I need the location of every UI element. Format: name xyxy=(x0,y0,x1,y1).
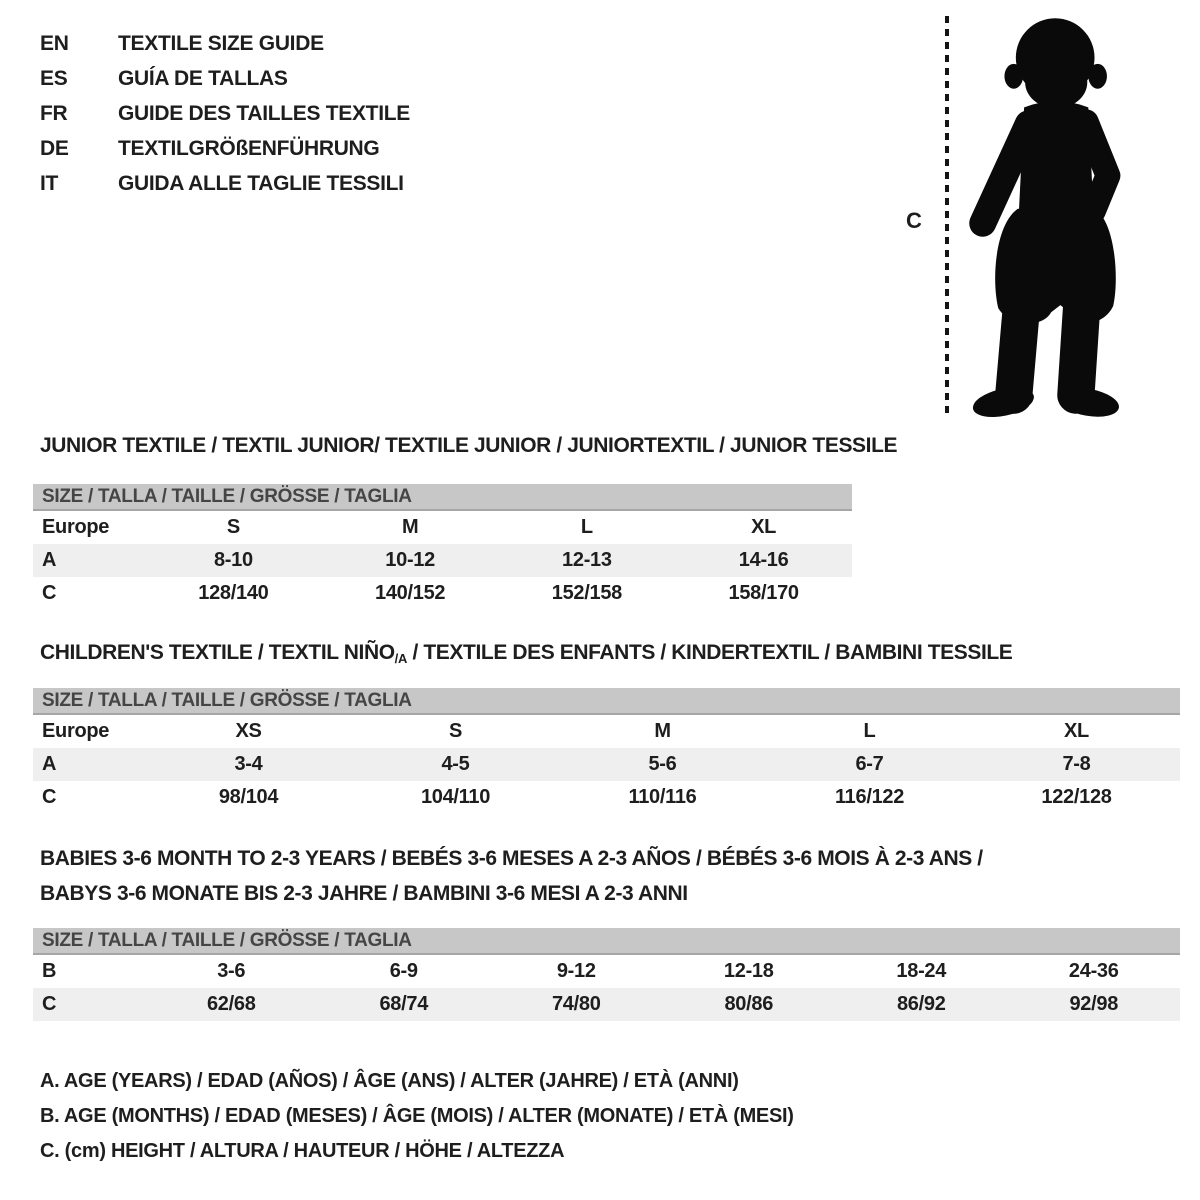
height-measure-dotted-line xyxy=(945,16,949,418)
table-row-height-cm xyxy=(33,988,1180,1021)
age-cell: 6-7 xyxy=(855,753,884,775)
table-row-age-months xyxy=(33,955,1180,988)
row-label: C xyxy=(42,582,57,604)
row-label: B xyxy=(42,960,57,982)
children-title-suffix: / TEXTILE DES ENFANTS / KINDERTEXTIL / BAMBINI TESSILE xyxy=(407,641,1013,664)
age-cell: 3-6 xyxy=(217,960,246,982)
language-code: ES xyxy=(40,66,68,90)
children-title-subscript: /A xyxy=(394,651,408,666)
children-size-table xyxy=(33,688,1180,814)
language-code: EN xyxy=(40,31,69,55)
height-cell: 110/116 xyxy=(628,786,697,808)
height-cell: 68/74 xyxy=(379,993,429,1015)
toddler-silhouette-icon xyxy=(962,12,1138,418)
junior-size-table xyxy=(33,484,852,610)
table-row-height-cm xyxy=(33,781,1180,814)
table-row-age-years xyxy=(33,748,1180,781)
size-cell: L xyxy=(580,516,593,538)
height-cell: 122/128 xyxy=(1041,786,1112,808)
language-code: FR xyxy=(40,101,68,125)
footnote-c-height-cm: C. (cm) HEIGHT / ALTURA / HAUTEUR / HÖHE / ALTEZZA xyxy=(40,1140,565,1162)
table-row-europe xyxy=(33,715,1180,748)
language-code: IT xyxy=(40,171,59,195)
size-cell: S xyxy=(448,720,463,742)
size-cell: XL xyxy=(751,516,777,538)
guide-title-es: GUÍA DE TALLAS xyxy=(118,66,288,90)
row-label: Europe xyxy=(42,720,110,742)
babies-title-line2: BABYS 3-6 MONATE BIS 2-3 JAHRE / BAMBINI 3-6 MESI A 2-3 ANNI xyxy=(40,882,688,905)
size-cell: XS xyxy=(235,720,262,742)
children-section-title xyxy=(40,641,1012,666)
row-label: Europe xyxy=(42,516,110,538)
age-cell: 14-16 xyxy=(738,549,789,571)
age-cell: 24-36 xyxy=(1068,960,1119,982)
age-cell: 8-10 xyxy=(213,549,253,571)
size-cell: L xyxy=(863,720,876,742)
height-cell: 128/140 xyxy=(198,582,269,604)
size-cell: M xyxy=(654,720,671,742)
table-row-age-years xyxy=(33,544,852,577)
babies-table-header: SIZE / TALLA / TAILLE / GRÖSSE / TAGLIA xyxy=(33,928,1180,955)
age-cell: 7-8 xyxy=(1062,753,1091,775)
guide-title-en: TEXTILE SIZE GUIDE xyxy=(118,31,324,55)
height-cell: 92/98 xyxy=(1069,993,1119,1015)
footnote-b-age-months: B. AGE (MONTHS) / EDAD (MESES) / ÂGE (MOIS) / ALTER (MONATE) / ETÀ (MESI) xyxy=(40,1105,794,1127)
size-cell: XL xyxy=(1064,720,1089,742)
height-cell: 86/92 xyxy=(896,993,946,1015)
table-row-height-cm xyxy=(33,577,852,610)
height-cell: 116/122 xyxy=(834,786,905,808)
language-row-es xyxy=(40,61,410,96)
age-cell: 4-5 xyxy=(441,753,470,775)
age-cell: 9-12 xyxy=(556,960,596,982)
babies-title-line1: BABIES 3-6 MONTH TO 2-3 YEARS / BEBÉS 3-6 MESES A 2-3 AÑOS / BÉBÉS 3-6 MOIS À 2-3 ANS / xyxy=(40,847,983,870)
guide-title-fr: GUIDE DES TAILLES TEXTILE xyxy=(118,101,410,125)
height-cell: 104/110 xyxy=(420,786,491,808)
height-cell: 74/80 xyxy=(551,993,601,1015)
table-row-europe xyxy=(33,511,852,544)
children-title-prefix: CHILDREN'S TEXTILE / TEXTIL NIÑO xyxy=(40,641,395,664)
language-row-en xyxy=(40,26,410,61)
language-row-de xyxy=(40,131,410,166)
guide-title-it: GUIDA ALLE TAGLIE TESSILI xyxy=(118,171,404,195)
language-row-it xyxy=(40,166,410,201)
height-measure-label-c: C xyxy=(906,208,922,233)
height-cell: 98/104 xyxy=(218,786,279,808)
height-cell: 158/170 xyxy=(728,582,799,604)
height-cell: 80/86 xyxy=(724,993,774,1015)
babies-section-title xyxy=(40,841,983,911)
footnote-legend xyxy=(40,1064,794,1169)
age-cell: 3-4 xyxy=(234,753,263,775)
age-cell: 6-9 xyxy=(389,960,418,982)
row-label: A xyxy=(42,549,57,571)
row-label: C xyxy=(42,993,57,1015)
guide-title-de: TEXTILGRÖßENFÜHRUNG xyxy=(118,136,380,160)
age-cell: 12-13 xyxy=(562,549,612,571)
junior-section-title: JUNIOR TEXTILE / TEXTIL JUNIOR/ TEXTILE JUNIOR / JUNIORTEXTIL / JUNIOR TESSILE xyxy=(40,434,898,457)
size-cell: S xyxy=(226,516,240,538)
babies-size-table xyxy=(33,928,1180,1021)
height-cell: 62/68 xyxy=(206,993,256,1015)
footnote-a-age-years: A. AGE (YEARS) / EDAD (AÑOS) / ÂGE (ANS) / ALTER (JAHRE) / ETÀ (ANNI) xyxy=(40,1070,739,1092)
age-cell: 10-12 xyxy=(385,549,435,571)
children-table-header: SIZE / TALLA / TAILLE / GRÖSSE / TAGLIA xyxy=(33,688,1180,715)
size-cell: M xyxy=(401,516,419,538)
row-label: C xyxy=(42,786,57,808)
language-code: DE xyxy=(40,136,69,160)
row-label: A xyxy=(42,753,57,775)
height-cell: 152/158 xyxy=(551,582,622,604)
age-cell: 18-24 xyxy=(896,960,947,982)
language-title-list xyxy=(40,26,410,201)
junior-table-header: SIZE / TALLA / TAILLE / GRÖSSE / TAGLIA xyxy=(33,484,852,511)
height-cell: 140/152 xyxy=(375,582,446,604)
language-row-fr xyxy=(40,96,410,131)
age-cell: 12-18 xyxy=(723,960,774,982)
age-cell: 5-6 xyxy=(648,753,677,775)
